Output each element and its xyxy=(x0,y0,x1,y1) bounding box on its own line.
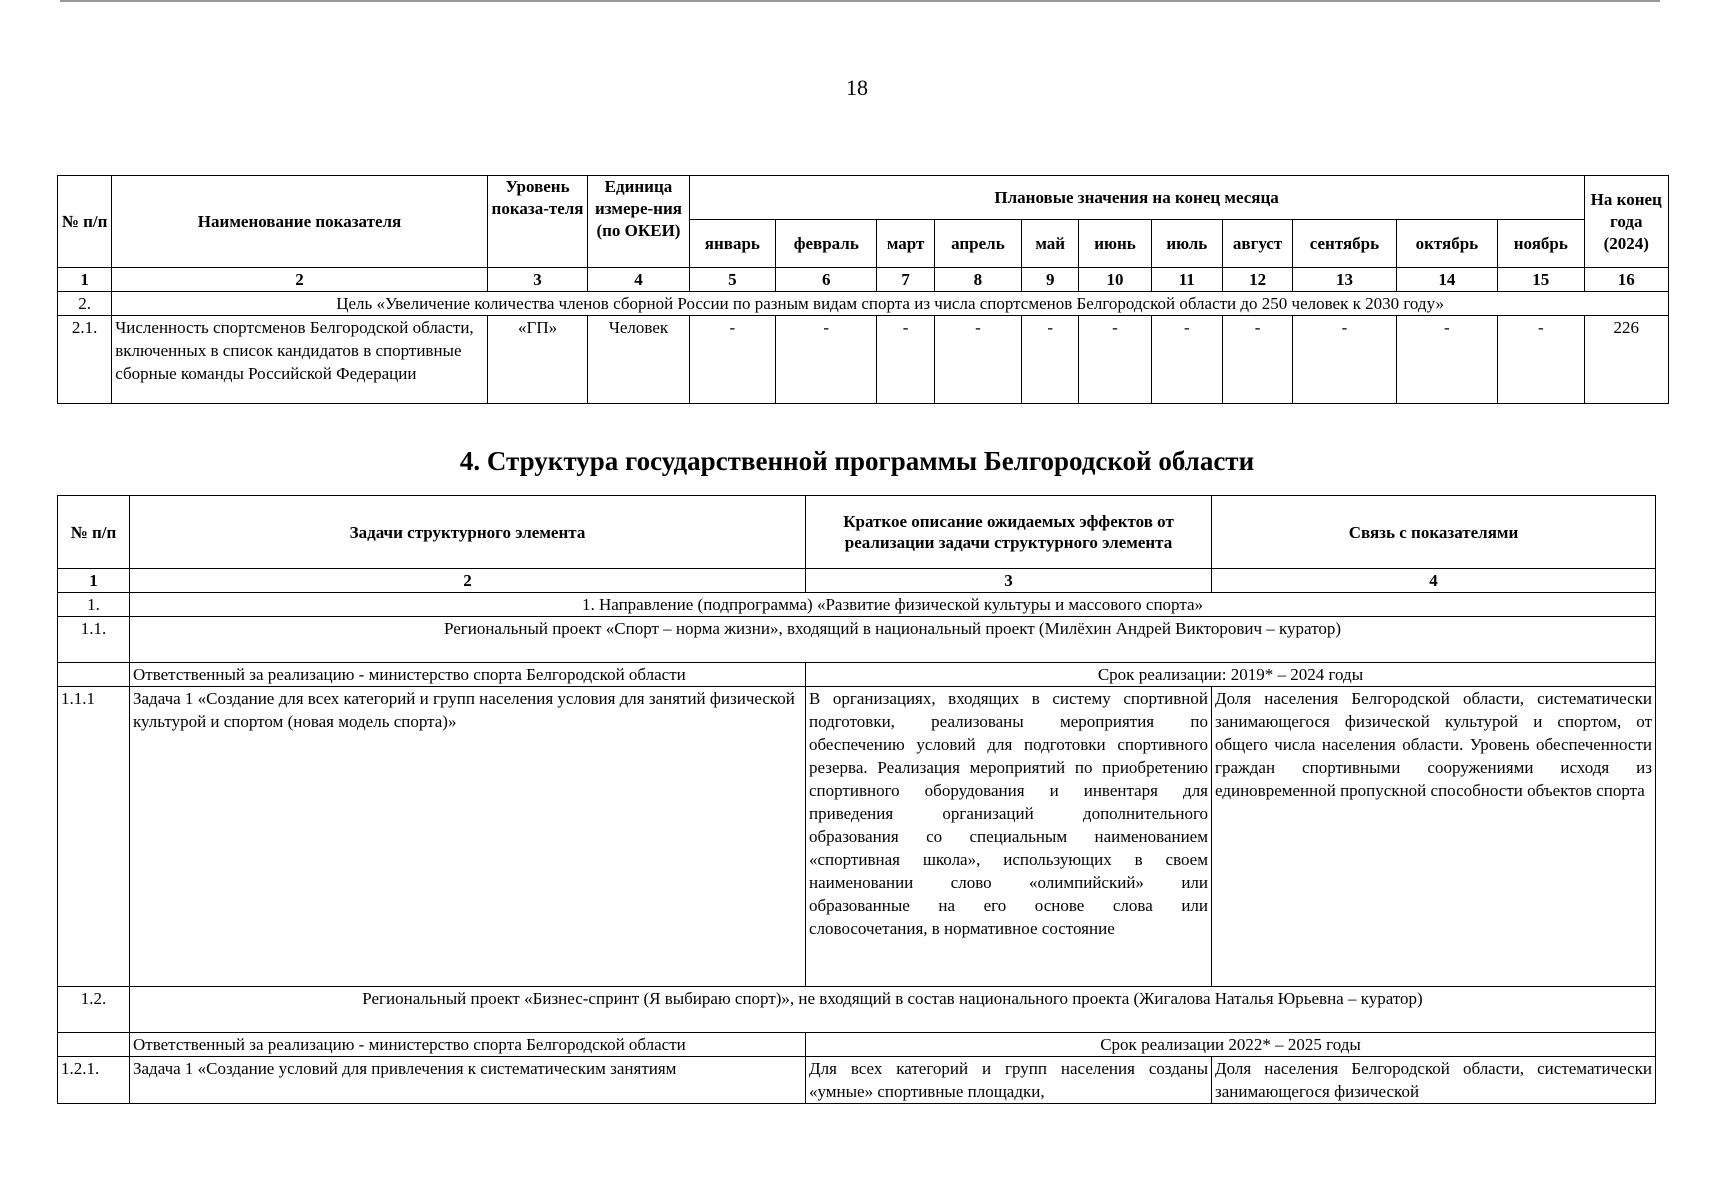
table-row xyxy=(58,1057,1656,1104)
month-value: - xyxy=(776,316,877,404)
goal-row xyxy=(58,292,1669,316)
column-number: 2 xyxy=(130,569,806,593)
column-number: 3 xyxy=(487,268,587,292)
column-number: 5 xyxy=(689,268,775,292)
term-text: Срок реализации 2022* – 2025 годы xyxy=(806,1033,1656,1057)
project-row xyxy=(58,987,1656,1033)
scan-edge-line xyxy=(60,0,1660,2)
header-level: Уровень показа-теля xyxy=(487,176,587,268)
column-number: 3 xyxy=(806,569,1212,593)
month-value: - xyxy=(934,316,1021,404)
responsible-text: Ответственный за реализацию - министерство спорта Белгородской области xyxy=(130,663,806,687)
task-text: Задача 1 «Создание для всех категорий и групп населения условия для занятий физической культурой и спортом (новая модель спорта)» xyxy=(130,687,806,987)
month-value: - xyxy=(1151,316,1222,404)
goal-text: Цель «Увеличение количества членов сборной России по разным видам спорта из числа спортсменов Белгородской области до 250 человек к 2030 году» xyxy=(112,292,1669,316)
direction-num: 1. xyxy=(58,593,130,617)
link-text: Доля населения Белгородской области, систематически занимающегося физической культурой и спортом, от общего числа населения области. Уровень обеспеченности граждан спортивными сооружениями исходя из единовременной пропускной способности объектов спорта xyxy=(1212,687,1656,987)
header-tasks: Задачи структурного элемента xyxy=(130,496,806,569)
task-text: Задача 1 «Создание условий для привлечения к систематическим занятиям xyxy=(130,1057,806,1104)
year-end-value: 226 xyxy=(1584,316,1669,404)
column-number: 14 xyxy=(1396,268,1497,292)
indicator-unit: Человек xyxy=(588,316,689,404)
month-value: - xyxy=(1498,316,1584,404)
indicator-num: 2.1. xyxy=(58,316,112,404)
header-link: Связь с показателями xyxy=(1212,496,1656,569)
indicator-level: «ГП» xyxy=(487,316,587,404)
link-text: Доля населения Белгородской области, систематически занимающегося физической xyxy=(1212,1057,1656,1104)
month-value: - xyxy=(877,316,934,404)
column-number: 1 xyxy=(58,268,112,292)
effects-text: В организациях, входящих в систему спортивной подготовки, реализованы мероприятия по обеспечению условий для подготовки спортивного резерва. Реализация мероприятий по приобретению спортивного оборудования и инвентаря для приведения организаций дополнительного образования со специальным наименованием «спортивная школа», использующих в своем наименовании слово «олимпийский» или образованные на его основе слова или словосочетания, в нормативное состояние xyxy=(806,687,1212,987)
column-number: 9 xyxy=(1022,268,1079,292)
month-value: - xyxy=(1222,316,1292,404)
header-name: Наименование показателя xyxy=(112,176,488,268)
month-value: - xyxy=(689,316,775,404)
column-number: 4 xyxy=(1212,569,1656,593)
task-num: 1.2.1. xyxy=(58,1057,130,1104)
direction-text: 1. Направление (подпрограмма) «Развитие физической культуры и массового спорта» xyxy=(130,593,1656,617)
header-month: ноябрь xyxy=(1498,220,1584,268)
column-number: 10 xyxy=(1079,268,1151,292)
column-number: 8 xyxy=(934,268,1021,292)
column-number-row xyxy=(58,569,1656,593)
indicators-table xyxy=(57,175,1669,404)
responsible-text: Ответственный за реализацию - министерство спорта Белгородской области xyxy=(130,1033,806,1057)
month-value: - xyxy=(1293,316,1396,404)
header-month: сентябрь xyxy=(1293,220,1396,268)
effects-text: Для всех категорий и групп населения созданы «умные» спортивные площадки, xyxy=(806,1057,1212,1104)
structure-table xyxy=(57,495,1656,1104)
responsible-row xyxy=(58,663,1656,687)
goal-num: 2. xyxy=(58,292,112,316)
header-planned-values: Плановые значения на конец месяца xyxy=(689,176,1584,220)
empty-cell xyxy=(58,1033,130,1057)
direction-row xyxy=(58,593,1656,617)
header-num: № п/п xyxy=(58,496,130,569)
term-text: Срок реализации: 2019* – 2024 годы xyxy=(806,663,1656,687)
column-number: 13 xyxy=(1293,268,1396,292)
header-month: январь xyxy=(689,220,775,268)
header-month: октябрь xyxy=(1396,220,1497,268)
project-num: 1.2. xyxy=(58,987,130,1033)
task-num: 1.1.1 xyxy=(58,687,130,987)
indicator-name: Численность спортсменов Белгородской области, включенных в список кандидатов в спортивные сборные команды Российской Федерации xyxy=(112,316,488,404)
column-number: 15 xyxy=(1498,268,1584,292)
empty-cell xyxy=(58,663,130,687)
header-month: февраль xyxy=(776,220,877,268)
header-year-end: На конец года (2024) xyxy=(1584,176,1669,268)
header-month: март xyxy=(877,220,934,268)
header-unit: Единица измере-ния (по ОКЕИ) xyxy=(588,176,689,268)
column-number: 6 xyxy=(776,268,877,292)
header-month: июль xyxy=(1151,220,1222,268)
project-text: Региональный проект «Бизнес-спринт (Я выбираю спорт)», не входящий в состав национального проекта (Жигалова Наталья Юрьевна – куратор) xyxy=(130,987,1656,1033)
header-num: № п/п xyxy=(58,176,112,268)
column-number: 11 xyxy=(1151,268,1222,292)
column-number-row xyxy=(58,268,1669,292)
table-row xyxy=(58,316,1669,404)
header-month: май xyxy=(1022,220,1079,268)
header-month: август xyxy=(1222,220,1292,268)
project-row xyxy=(58,617,1656,663)
column-number: 7 xyxy=(877,268,934,292)
header-month: июнь xyxy=(1079,220,1151,268)
table-row xyxy=(58,687,1656,987)
column-number: 4 xyxy=(588,268,689,292)
month-value: - xyxy=(1396,316,1497,404)
project-num: 1.1. xyxy=(58,617,130,663)
month-value: - xyxy=(1022,316,1079,404)
section-title: 4. Структура государственной программы Белгородской области xyxy=(459,446,1255,476)
column-number: 2 xyxy=(112,268,488,292)
column-number: 1 xyxy=(58,569,130,593)
header-effects: Краткое описание ожидаемых эффектов от реализации задачи структурного элемента xyxy=(806,496,1212,569)
project-text: Региональный проект «Спорт – норма жизни», входящий в национальный проект (Милёхин Андрей Викторович – куратор) xyxy=(130,617,1656,663)
column-number: 12 xyxy=(1222,268,1292,292)
month-value: - xyxy=(1079,316,1151,404)
header-month: апрель xyxy=(934,220,1021,268)
column-number: 16 xyxy=(1584,268,1669,292)
responsible-row xyxy=(58,1033,1656,1057)
page-number: 18 xyxy=(846,75,868,100)
